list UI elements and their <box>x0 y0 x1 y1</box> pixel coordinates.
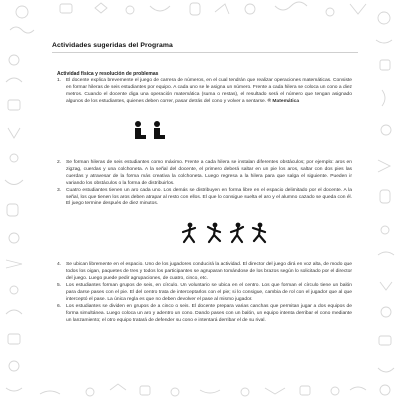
subject-tag: ® Matemática <box>267 99 300 105</box>
list-item-text: Se forman hileras de seis estudiantes como máximo. Frente a cada hilera se instalan diferentes obstáculos; por ejemplo: aros en zigzag, cuerdas y una colchoneta. A la señal del docente, el primero deberá saltar en un pie los aros, saltar con dos pies las cuerdas y atravesar de la forma más creativa la colchoneta. Luego regresa a la hilera para que salga el siguiente. Pueden ir variando los obstáculos o la forma de distribuirlos. <box>66 160 352 186</box>
running-children-figure <box>57 222 352 246</box>
section-subtitle: Actividad física y resolución de problemas <box>57 71 159 77</box>
list-item-body: El docente explica brevemente el juego de carrera de números, en el cual tendrán que realizar operaciones matemáticas. Consiste en formar hileras de seis estudiantes por equipo. A cada uno se le asigna un número. Frente a cada hilera se coloca un cono a diez metros. Cuando el docente diga una operación matemática (suma o restas), el resultado será el número que tengan asignado algunos de los estudiantes, quienes deben correr, pasar detrás del cono y volver a sentarse. <box>66 78 352 105</box>
list-item <box>57 262 352 283</box>
list-item-number: 3. <box>57 187 62 193</box>
list-item-text: Los estudiantes forman grupos de seis, en círculo. Un voluntario se ubica en el centro. Los que forman el círculo tiene un balón para darse pases con el pie. El del centro trata de interceptarlos con el pie; si lo consigue, cambia de rol con el jugador que al que interceptó el pase. La única regla es que no deben devolver el pase al mismo jugador. <box>66 283 352 302</box>
list-item-number: 2. <box>57 160 62 166</box>
title-divider <box>52 52 358 53</box>
list-item-text: Se ubican libremente en el espacio. Uno de los jugadores conducirá la actividad. El director del juego dirá en voz alta, de modo que todos los oigan, paquetes de tres y todos los participantes se agruparan tomándose de los brazos según lo solicitado por el director del juego. Luego puede pedir agrupaciones, de cuatro, cinco, etc. <box>66 262 352 282</box>
sitting-children-figure <box>57 120 352 144</box>
list-item <box>57 304 352 325</box>
running-children-icon <box>180 222 270 244</box>
list-item <box>57 78 352 106</box>
list-item <box>57 283 352 304</box>
list-item-number: 6. <box>57 303 62 309</box>
page-title: Actividades sugeridas del Programa <box>52 42 173 49</box>
list-item-number: 1. <box>57 78 62 84</box>
list-item-text: Los estudiantes se dividen en grupos de a cinco o seis. El docente prepara varias canchas que permitan jugar a dos equipos de forma simultánea. Luego coloca un aro y adentro un cono. Dando pases con un balón, un equipo intenta derribar el cono mediante un lanzamiento; el otro equipo tratará de defender su cono e intentará derribar el de su rival. <box>66 303 352 323</box>
list-item-text: Cuatro estudiantes tienen un aro cada uno. Los demás se distribuyen en forma libre en el espacio delimitado por el docente. A la señal, los que tienen los aros deben atrapar al resto con ellos. El que lo consigue suelta el aro y el alumno cazado se queda con él. El juego termine después de diez minutos. <box>66 187 352 207</box>
list-item <box>57 160 352 188</box>
sitting-children-icon <box>130 120 170 142</box>
list-item-text <box>66 78 352 106</box>
document-content <box>57 71 352 325</box>
list-item-number: 5. <box>57 283 62 289</box>
list-item-number: 4. <box>57 262 62 268</box>
list-item <box>57 188 352 209</box>
